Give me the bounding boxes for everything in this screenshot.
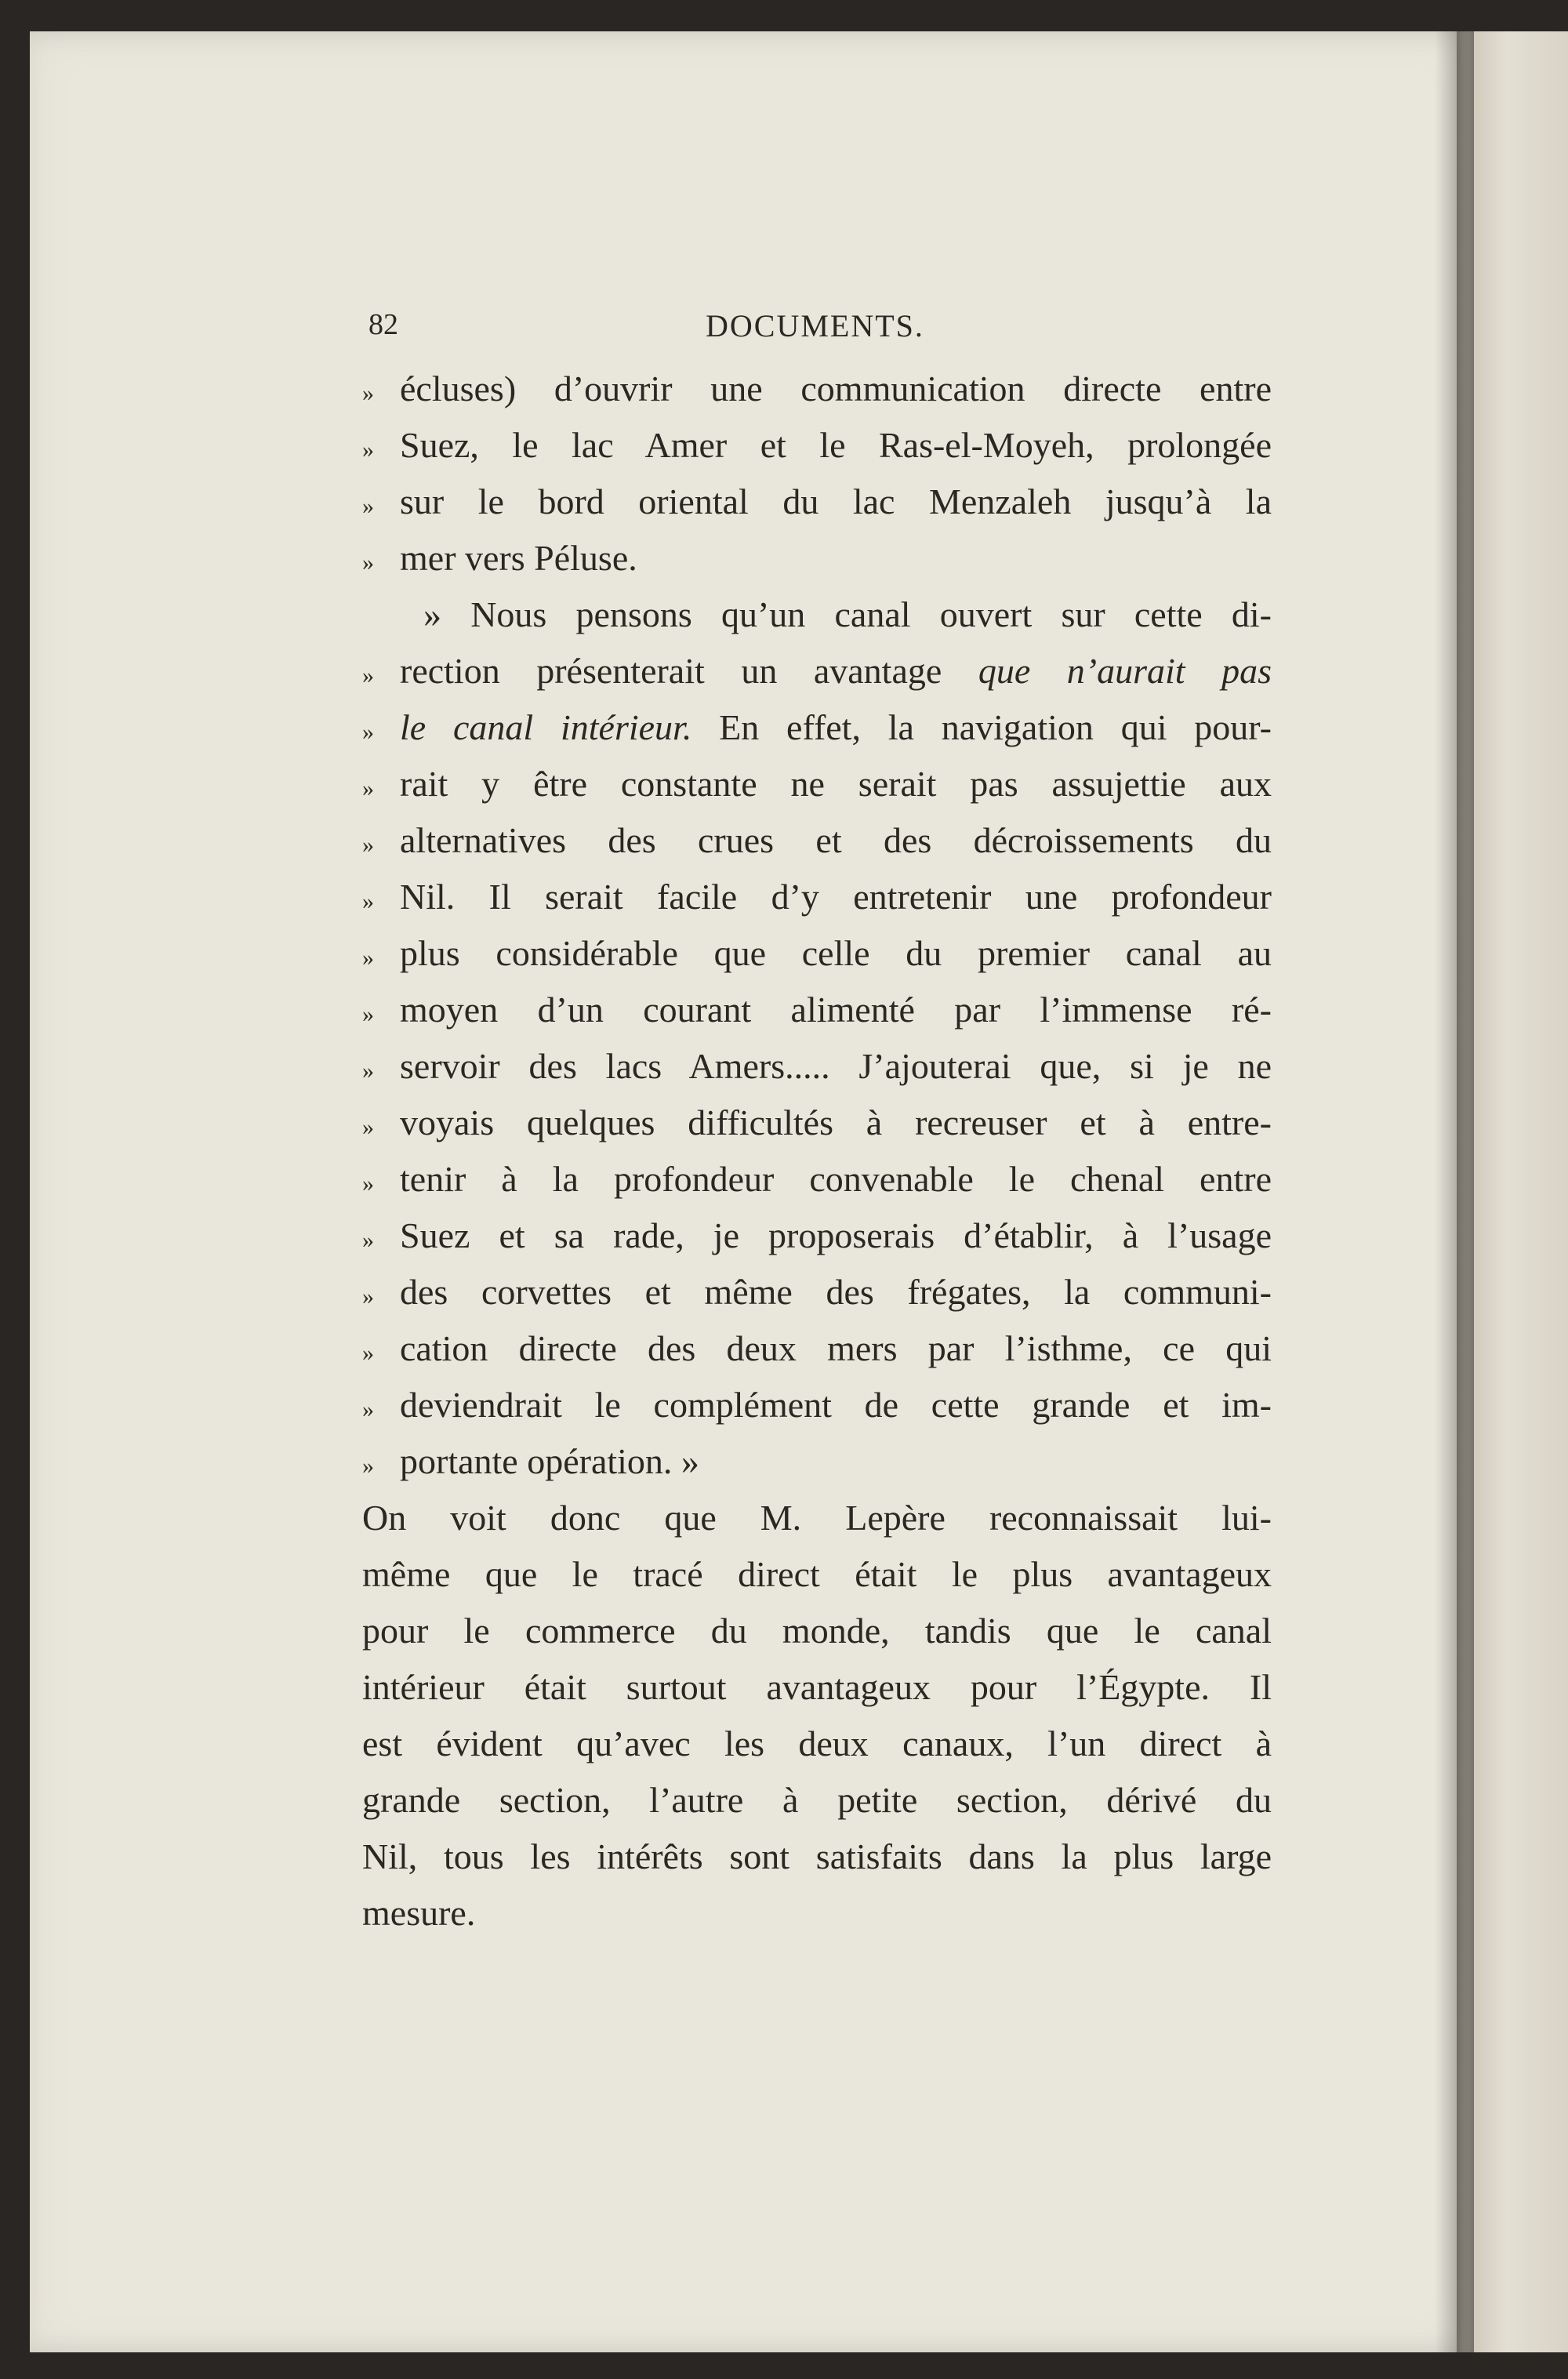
text-line bbox=[362, 530, 1272, 587]
line-text: deviendrait le complément de cette grande et im- bbox=[400, 1385, 1272, 1425]
line-text: pour le commerce du monde, tandis que le canal bbox=[362, 1611, 1272, 1651]
line-text bbox=[400, 699, 1272, 756]
text-line bbox=[362, 1490, 1272, 1546]
quote-mark: » bbox=[362, 1340, 374, 1366]
line-text bbox=[400, 643, 1272, 699]
line-text-italic: que n’aurait pas bbox=[978, 651, 1272, 691]
quote-mark: » bbox=[362, 1001, 374, 1027]
line-text: rait y être constante ne serait pas assujettie aux bbox=[400, 764, 1272, 804]
line-text: est évident qu’avec les deux canaux, l’un direct à bbox=[362, 1723, 1272, 1763]
quote-mark: » bbox=[362, 719, 374, 745]
line-text: Nil. Il serait facile d’y entretenir une profondeur bbox=[400, 877, 1272, 917]
quote-mark: » bbox=[362, 380, 374, 406]
quote-mark: » bbox=[362, 1284, 374, 1309]
gutter-shadow bbox=[1435, 31, 1474, 2352]
line-text: moyen d’un courant alimenté par l’immense ré- bbox=[400, 990, 1272, 1030]
text-line bbox=[362, 1829, 1272, 1885]
quote-mark: » bbox=[362, 888, 374, 914]
quote-mark: » bbox=[362, 437, 374, 463]
text-line bbox=[362, 812, 1272, 869]
text-line bbox=[362, 1377, 1272, 1433]
text-line bbox=[362, 361, 1272, 417]
quote-mark: » bbox=[362, 1453, 374, 1479]
line-text: grande section, l’autre à petite section, dérivé du bbox=[362, 1780, 1272, 1820]
page-number: 82 bbox=[368, 308, 398, 341]
text-line bbox=[362, 699, 1272, 756]
text-line bbox=[362, 1659, 1272, 1716]
line-text: cation directe des deux mers par l’isthme, ce qui bbox=[400, 1328, 1272, 1368]
line-text: servoir des lacs Amers..... J’ajouterai que, si je ne bbox=[400, 1046, 1272, 1086]
quote-mark: » bbox=[362, 1397, 374, 1422]
quote-mark: » bbox=[362, 550, 374, 576]
text-line bbox=[362, 1603, 1272, 1659]
text-line bbox=[362, 1772, 1272, 1829]
text-line bbox=[362, 1546, 1272, 1603]
quote-mark: » bbox=[362, 1058, 374, 1084]
line-text: plus considérable que celle du premier canal au bbox=[400, 933, 1272, 973]
text-line bbox=[362, 1885, 1272, 1941]
text-line bbox=[362, 1433, 1272, 1490]
quote-mark: » bbox=[362, 493, 374, 519]
line-text: portante opération. » bbox=[400, 1441, 699, 1481]
text-line bbox=[362, 869, 1272, 925]
text-line bbox=[362, 982, 1272, 1038]
line-text: mesure. bbox=[362, 1893, 476, 1933]
line-text: Suez, le lac Amer et le Ras-el-Moyeh, prolongée bbox=[400, 425, 1272, 465]
text-line bbox=[362, 1320, 1272, 1377]
line-text: sur le bord oriental du lac Menzaleh jusqu’à la bbox=[400, 481, 1272, 521]
line-text: » Nous pensons qu’un canal ouvert sur cette di- bbox=[423, 594, 1272, 634]
line-text: Nil, tous les intérêts sont satisfaits dans la plus large bbox=[362, 1836, 1272, 1876]
text-line bbox=[362, 1716, 1272, 1772]
quote-mark: » bbox=[362, 775, 374, 801]
text-line bbox=[362, 1264, 1272, 1320]
line-text: Suez et sa rade, je proposerais d’établir, à l’usage bbox=[400, 1215, 1272, 1255]
quote-mark: » bbox=[362, 945, 374, 971]
line-text-roman: rection présenterait un avantage bbox=[400, 651, 978, 691]
text-line bbox=[362, 925, 1272, 982]
line-text-roman: En effet, la navigation qui pour- bbox=[691, 707, 1272, 747]
line-text: écluses) d’ouvrir une communication directe entre bbox=[400, 369, 1272, 409]
quote-mark: » bbox=[362, 663, 374, 688]
line-text: mer vers Péluse. bbox=[400, 538, 637, 578]
quote-mark: » bbox=[362, 1227, 374, 1253]
line-text: tenir à la profondeur convenable le chenal entre bbox=[400, 1159, 1272, 1199]
text-line bbox=[362, 756, 1272, 812]
line-text: On voit donc que M. Lepère reconnaissait lui- bbox=[362, 1498, 1272, 1538]
text-line bbox=[362, 1151, 1272, 1208]
quote-mark: » bbox=[362, 832, 374, 858]
text-line bbox=[362, 587, 1272, 643]
quote-mark: » bbox=[362, 1114, 374, 1140]
line-text: alternatives des crues et des décroissements du bbox=[400, 820, 1272, 860]
text-line bbox=[362, 417, 1272, 474]
text-line bbox=[362, 1095, 1272, 1151]
quote-mark: » bbox=[362, 1171, 374, 1197]
line-text: intérieur était surtout avantageux pour l’Égypte. Il bbox=[362, 1667, 1272, 1707]
running-head bbox=[368, 307, 1270, 354]
line-text-italic: le canal intérieur. bbox=[400, 707, 692, 747]
line-text: voyais quelques difficultés à recreuser et à entre- bbox=[400, 1102, 1272, 1142]
body-text bbox=[362, 361, 1272, 1941]
text-line bbox=[362, 1038, 1272, 1095]
text-line bbox=[362, 1208, 1272, 1264]
running-title: DOCUMENTS. bbox=[706, 308, 924, 343]
text-line bbox=[362, 474, 1272, 530]
line-text: même que le tracé direct était le plus avantageux bbox=[362, 1554, 1272, 1594]
line-text: des corvettes et même des frégates, la communi- bbox=[400, 1272, 1272, 1312]
text-line bbox=[362, 643, 1272, 699]
